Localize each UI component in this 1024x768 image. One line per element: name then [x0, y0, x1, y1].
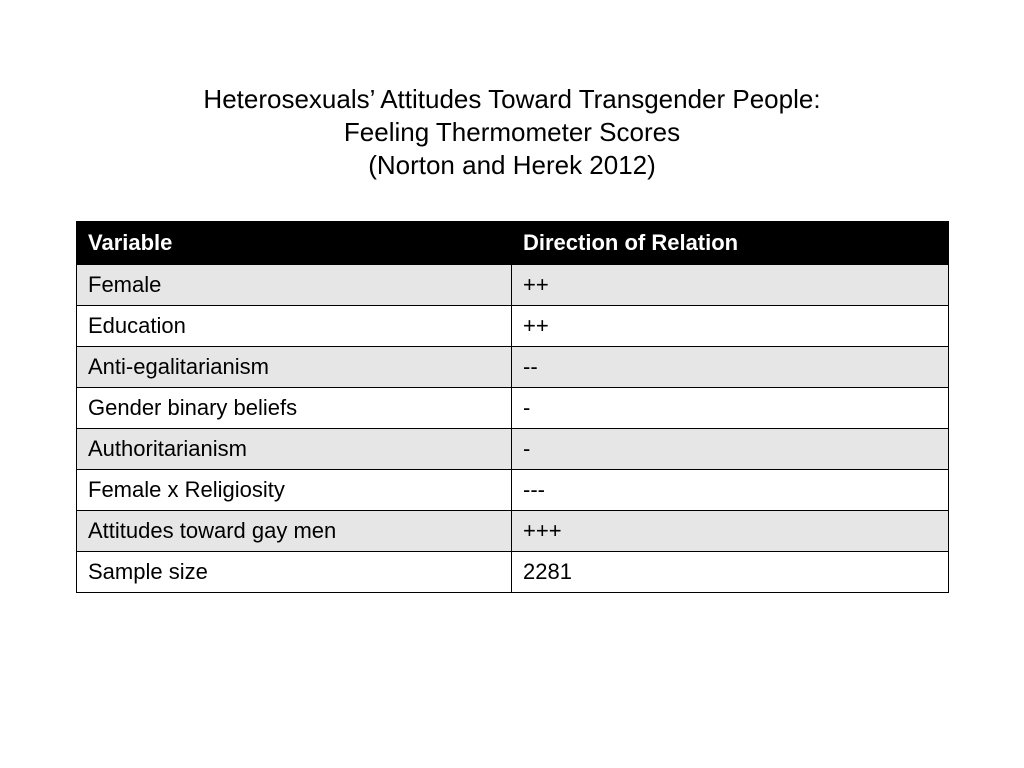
direction-cell: -	[512, 429, 949, 470]
column-header-direction: Direction of Relation	[512, 222, 949, 265]
header-row	[77, 222, 949, 265]
direction-cell: +++	[512, 511, 949, 552]
variable-cell: Sample size	[77, 552, 512, 593]
variable-cell: Authoritarianism	[77, 429, 512, 470]
table-header	[77, 222, 949, 265]
title-line-1: Heterosexuals’ Attitudes Toward Transgender People:	[203, 84, 821, 114]
variable-cell: Gender binary beliefs	[77, 388, 512, 429]
title-line-2: Feeling Thermometer Scores	[343, 117, 681, 147]
table-row	[77, 388, 949, 429]
variable-cell: Education	[77, 306, 512, 347]
table-body	[77, 265, 949, 593]
direction-cell: ++	[512, 265, 949, 306]
direction-cell: 2281	[512, 552, 949, 593]
variable-cell: Anti-egalitarianism	[77, 347, 512, 388]
table-row	[77, 306, 949, 347]
results-table	[76, 221, 949, 593]
slide-title	[0, 83, 1024, 182]
variable-cell: Attitudes toward gay men	[77, 511, 512, 552]
table-row	[77, 511, 949, 552]
direction-cell: ++	[512, 306, 949, 347]
table-row	[77, 470, 949, 511]
variable-cell: Female x Religiosity	[77, 470, 512, 511]
column-header-variable: Variable	[77, 222, 512, 265]
direction-cell: ---	[512, 470, 949, 511]
table-row	[77, 265, 949, 306]
title-line-3: (Norton and Herek 2012)	[368, 150, 656, 180]
table-row	[77, 552, 949, 593]
variable-cell: Female	[77, 265, 512, 306]
table-row	[77, 347, 949, 388]
table-row	[77, 429, 949, 470]
direction-cell: --	[512, 347, 949, 388]
direction-cell: -	[512, 388, 949, 429]
